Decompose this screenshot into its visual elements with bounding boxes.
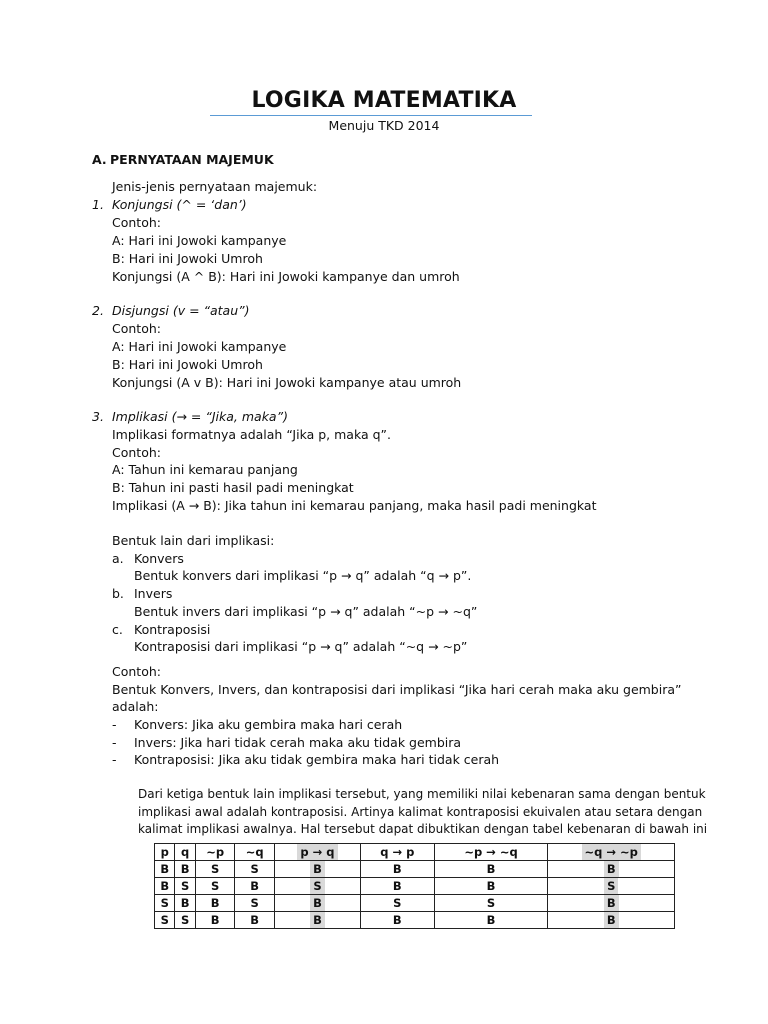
table-cell: S [175, 912, 195, 929]
table-cell: B [175, 861, 195, 878]
table-cell: S [195, 878, 235, 895]
paragraph-line: kalimat implikasi awalnya. Hal tersebut dapat dibuktikan dengan tabel kebenaran di bawah ini [138, 822, 708, 836]
bullet-marker: - [112, 752, 117, 767]
highlighted-cell: B [604, 912, 619, 928]
bullet-item: Kontraposisi: Jika aku tidak gembira maka hari tidak cerah [134, 752, 500, 767]
konvers-label: Konvers [134, 551, 184, 566]
table-cell: S [434, 895, 548, 912]
highlighted-cell: B [310, 912, 325, 928]
bullet-item: Invers: Jika hari tidak cerah maka aku tidak gembira [134, 735, 462, 750]
highlighted-cell: S [604, 878, 618, 894]
invers-desc: Bentuk invers dari implikasi “p → q” adalah “~p → ~q” [134, 604, 478, 619]
table-cell: B [434, 861, 548, 878]
highlighted-cell: B [604, 861, 619, 877]
table-cell: B [361, 912, 435, 929]
page-subtitle: Menuju TKD 2014 [328, 118, 440, 133]
table-cell: S [175, 878, 195, 895]
column-header: p [155, 844, 175, 861]
table-row [155, 878, 675, 895]
table-cell: S [361, 895, 435, 912]
kontraposisi-label: Kontraposisi [134, 622, 211, 637]
table-cell: B [434, 878, 548, 895]
table-cell: B [155, 878, 175, 895]
table-cell [548, 895, 675, 912]
column-header: ~p [195, 844, 235, 861]
text-line: Contoh: [112, 215, 161, 230]
table-cell: B [195, 912, 235, 929]
text-line: B: Tahun ini pasti hasil padi meningkat [112, 480, 354, 495]
konjungsi-heading: Konjungsi (^ = ‘dan’) [112, 197, 247, 212]
column-header: ~p → ~q [434, 844, 548, 861]
page-title: LOGIKA MATEMATIKA [251, 88, 517, 113]
table-cell [274, 912, 360, 929]
table-cell [274, 895, 360, 912]
bullet-item: Konvers: Jika aku gembira maka hari cerah [134, 717, 403, 732]
truth-table [154, 843, 675, 929]
table-cell: S [195, 861, 235, 878]
table-row [155, 895, 675, 912]
section-marker: A. [92, 152, 107, 167]
table-cell: B [361, 878, 435, 895]
item-number: 1. [92, 197, 104, 212]
table-cell [548, 878, 675, 895]
table-cell: B [235, 878, 275, 895]
kontraposisi-desc: Kontraposisi dari implikasi “p → q” adalah “~q → ~p” [134, 639, 468, 654]
title-underline [210, 115, 532, 116]
implikasi-heading: Implikasi (→ = “Jika, maka”) [112, 409, 288, 424]
table-cell: S [155, 895, 175, 912]
table-cell: S [155, 912, 175, 929]
list-marker: b. [112, 586, 124, 601]
highlighted-cell: B [310, 895, 325, 911]
table-cell: B [235, 912, 275, 929]
text-line: B: Hari ini Jowoki Umroh [112, 251, 263, 266]
table-cell [274, 878, 360, 895]
konvers-desc: Bentuk konvers dari implikasi “p → q” adalah “q → p”. [134, 568, 472, 583]
column-header [274, 844, 360, 861]
table-cell: B [175, 895, 195, 912]
highlighted-cell: S [310, 878, 324, 894]
text-line: B: Hari ini Jowoki Umroh [112, 357, 263, 372]
item-number: 2. [92, 303, 104, 318]
table-cell: B [434, 912, 548, 929]
table-cell [274, 861, 360, 878]
list-marker: a. [112, 551, 124, 566]
contoh-title: Contoh: [112, 664, 161, 679]
table-cell: B [195, 895, 235, 912]
column-header: q [175, 844, 195, 861]
section-title: PERNYATAAN MAJEMUK [110, 152, 274, 167]
text-line: A: Hari ini Jowoki kampanye [112, 233, 287, 248]
column-header [548, 844, 675, 861]
bullet-marker: - [112, 717, 117, 732]
list-marker: c. [112, 622, 123, 637]
text-line: A: Tahun ini kemarau panjang [112, 462, 298, 477]
table-row [155, 861, 675, 878]
table-cell: S [235, 895, 275, 912]
table-cell: B [155, 861, 175, 878]
table-header-row [155, 844, 675, 861]
text-line: Implikasi formatnya adalah “Jika p, maka q”. [112, 427, 391, 442]
highlighted-header: p → q [297, 844, 337, 860]
table-cell: S [235, 861, 275, 878]
text-line: Contoh: [112, 321, 161, 336]
text-line: Implikasi (A → B): Jika tahun ini kemarau panjang, maka hasil padi meningkat [112, 498, 597, 513]
section-intro: Jenis-jenis pernyataan majemuk: [112, 179, 318, 194]
bullet-marker: - [112, 735, 117, 750]
paragraph-line: implikasi awal adalah kontraposisi. Artinya kalimat kontraposisi ekuivalen atau setara dengan [138, 805, 703, 819]
text-line: Konjungsi (A v B): Hari ini Jowoki kampanye atau umroh [112, 375, 462, 390]
invers-label: Invers [134, 586, 173, 601]
contoh-line: Bentuk Konvers, Invers, dan kontraposisi dari implikasi “Jika hari cerah maka aku gembira” [112, 682, 682, 697]
column-header: q → p [361, 844, 435, 861]
text-line: Konjungsi (A ^ B): Hari ini Jowoki kampanye dan umroh [112, 269, 460, 284]
disjungsi-heading: Disjungsi (v = “atau”) [112, 303, 250, 318]
text-line: A: Hari ini Jowoki kampanye [112, 339, 287, 354]
column-header: ~q [235, 844, 275, 861]
contoh-line: adalah: [112, 699, 159, 714]
highlighted-header: ~q → ~p [582, 844, 641, 860]
table-row [155, 912, 675, 929]
table-cell: B [361, 861, 435, 878]
highlighted-cell: B [604, 895, 619, 911]
table-cell [548, 861, 675, 878]
table-cell [548, 912, 675, 929]
paragraph-line: Dari ketiga bentuk lain implikasi tersebut, yang memiliki nilai kebenaran sama dengan bentuk [138, 787, 706, 801]
text-line: Contoh: [112, 445, 161, 460]
bentuk-lain-title: Bentuk lain dari implikasi: [112, 533, 275, 548]
highlighted-cell: B [310, 861, 325, 877]
item-number: 3. [92, 409, 104, 424]
